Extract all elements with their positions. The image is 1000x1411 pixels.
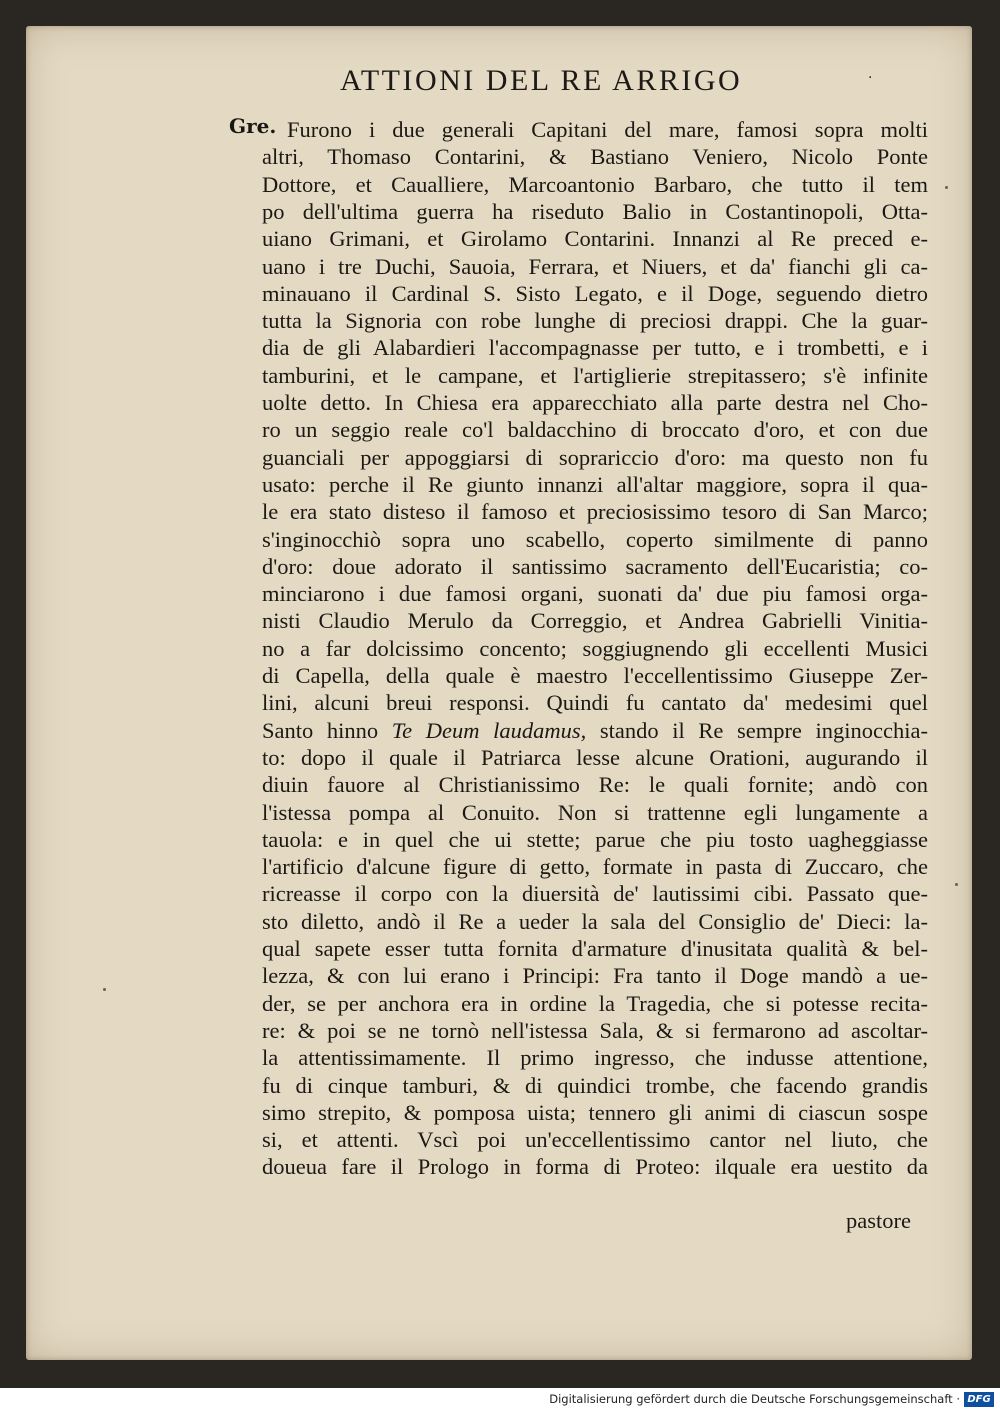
text-line: der, se per anchora era in ordine la Tragedia, che si potesse recita-: [262, 991, 928, 1016]
text-line: nisti Claudio Merulo da Correggio, et Andrea Gabrielli Vinitia-: [262, 608, 928, 633]
speaker-label: Gre.: [229, 114, 277, 138]
text-run: stando il Re sempre inginocchia-: [586, 718, 928, 743]
text-line: d'oro: doue adorato il santissimo sacramento dell'Eucaristia; co-: [262, 554, 928, 579]
paper-speck: [103, 988, 106, 991]
text-line: to: dopo il quale il Patriarca lesse alcune Orationi, augurando il: [262, 745, 928, 770]
text-line: ro un seggio reale co'l baldacchino di broccato d'oro, et con due: [262, 417, 928, 442]
text-line: re: & poi se ne tornò nell'istessa Sala, & si fermarono ad ascoltar-: [262, 1018, 928, 1043]
text-line: l'istessa pompa al Conuito. Non si trattenne egli lungamente a: [262, 800, 928, 825]
italic-title: Te Deum laudamus,: [391, 718, 587, 743]
text-line: minciarono i due famosi organi, suonati da' due piu famosi orga-: [262, 581, 928, 606]
text-line: fu di cinque tamburi, & di quindici trombe, che facendo grandis: [262, 1073, 928, 1098]
footer-credit: Digitalisierung gefördert durch die Deutsche Forschungsgemeinschaft ·: [549, 1392, 960, 1406]
text-line: s'inginocchiò sopra uno scabello, coperto similmente di panno: [262, 527, 928, 552]
text-line: guanciali per appoggiarsi di soprariccio d'oro: ma questo non fu: [262, 445, 928, 470]
paper-speck: [945, 186, 948, 189]
text-line: minauano il Cardinal S. Sisto Legato, e il Doge, seguendo dietro: [262, 281, 928, 306]
text-line: po dell'ultima guerra ha riseduto Balio in Costantinopoli, Otta-: [262, 199, 928, 224]
text-line: ricreasse il corpo con la diuersità de' lautissimi cibi. Passato que-: [262, 881, 928, 906]
text-run: Santo hinno: [262, 718, 392, 743]
text-line: dia de gli Alabardieri l'accompagnasse per tutto, e i trombetti, e i: [262, 335, 928, 360]
text-line: no a far dolcissimo concento; soggiugnendo gli eccellenti Musici: [262, 636, 928, 661]
text-line: uano i tre Duchi, Sauoia, Ferrara, et Niuers, et da' fianchi gli ca-: [262, 254, 928, 279]
running-head: ATTIONI DEL RE ARRIGO: [340, 64, 743, 97]
text-line: lini, alcuni breui responsi. Quindi fu cantato da' medesimi quel: [262, 690, 928, 715]
text-line: l'artificio d'alcune figure di getto, formate in pasta di Zuccaro, che: [262, 854, 928, 879]
text-line: Furono i due generali Capitani del mare, famosi sopra molti: [287, 117, 928, 142]
text-line: simo strepito, & pomposa uista; tennero gli animi di ciascun sospe: [262, 1100, 928, 1125]
catchword: pastore: [846, 1208, 911, 1233]
text-line: Dottore, et Caualliere, Marcoantonio Barbaro, che tutto il tem: [262, 172, 928, 197]
text-line: di Capella, della quale è maestro l'eccellentissimo Giuseppe Zer-: [262, 663, 928, 688]
text-line: si, et attenti. Vscì poi un'eccellentissimo cantor nel liuto, che: [262, 1127, 928, 1152]
text-line: uolte detto. In Chiesa era apparecchiato alla parte destra nel Cho-: [262, 390, 928, 415]
running-head-mark: ·: [868, 70, 873, 86]
text-line: la attentissimamente. Il primo ingresso, che indusse attentione,: [262, 1045, 928, 1070]
text-line: sto diletto, andò il Re a ueder la sala del Consiglio de' Dieci: la-: [262, 909, 928, 934]
text-line: le era stato disteso il famoso et preciosissimo tesoro di San Marco;: [262, 499, 928, 524]
text-line: diuin fauore al Christianissimo Re: le quali fornite; andò con: [262, 772, 928, 797]
text-line: lezza, & con lui erano i Principi: Fra tanto il Doge mandò a ue-: [262, 963, 928, 988]
text-line: altri, Thomaso Contarini, & Bastiano Veniero, Nicolo Ponte: [262, 144, 928, 169]
text-line: uiano Grimani, et Girolamo Contarini. Innanzi al Re preced e-: [262, 226, 928, 251]
footer-bar: [0, 1388, 1000, 1411]
text-line: tutta la Signoria con robe lunghe di preciosi drappi. Che la guar-: [262, 308, 928, 333]
text-line: usato: perche il Re giunto innanzi all'altar maggiore, sopra il qua-: [262, 472, 928, 497]
text-line: [262, 717, 928, 745]
text-line: qual sapete esser tutta fornita d'armature d'inusitata qualità & bel-: [262, 936, 928, 961]
paper-speck: [955, 883, 958, 886]
text-line: doueua fare il Prologo in forma di Proteo: ilquale era uestito da: [262, 1154, 928, 1179]
text-line: tamburini, et le campane, et l'artiglierie strepitassero; s'è infinite: [262, 363, 928, 388]
text-line: tauola: e in quel che ui stette; parue che piu tosto uagheggiasse: [262, 827, 928, 852]
dfg-logo: DFG: [964, 1392, 994, 1407]
